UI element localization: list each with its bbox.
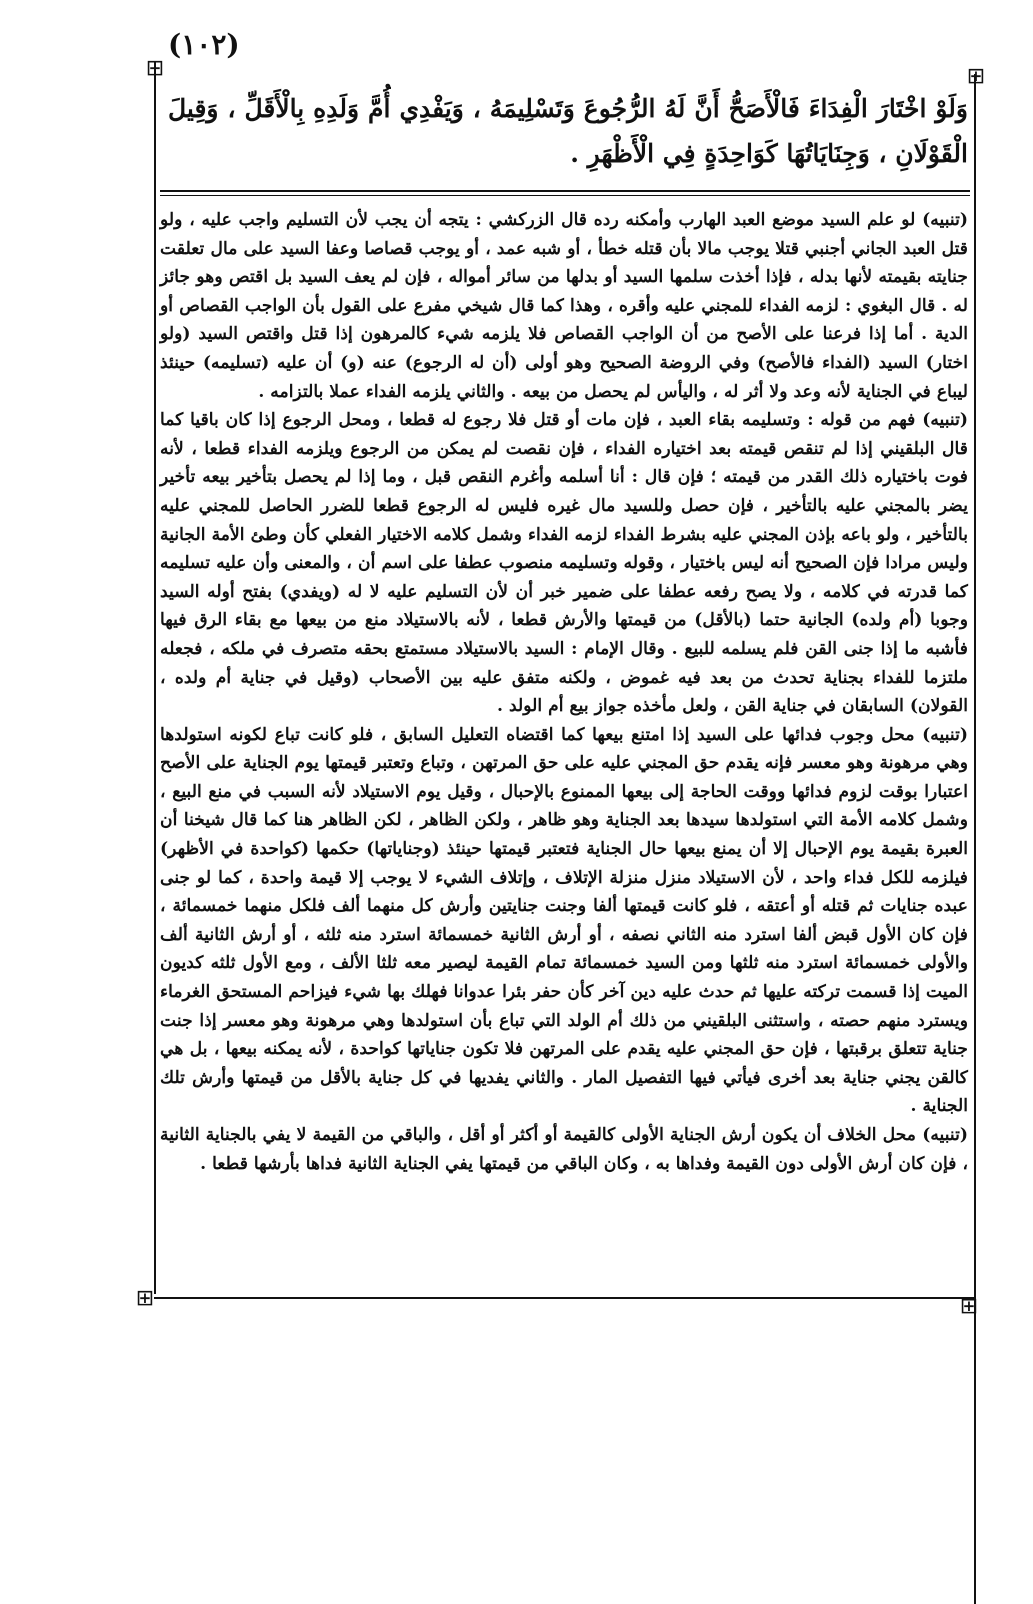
section-divider-thin bbox=[160, 195, 970, 196]
note-label: (تنبيه) bbox=[922, 210, 968, 230]
note-text: لو علم السيد موضع العبد الهارب وأمكنه رده قال الزركشي : يتجه أن يجب لأن التسليم واجب عليه ، ولو قتل العبد الجاني أجنبي قتلا يوجب مالا بأن قتله خطأ ، أو شبه عمد ، أو يوجب قصاصا وعفا السيد على مال تعلقت جنايته بقيمته لأنها بدله ، فإذا أخذت سلمها السيد أو بدلها من سائر أمواله ، فإن لم يعف السيد بل اقتص وهو جائز له . قال البغوي : لزمه الفداء للمجني عليه وأقره ، وهذا كما قال شيخي مفرع على القول بأن الواجب القصاص أو الدية . أما إذا فرعنا على الأصح من أن الواجب القصاص فلا يلزمه شيء كالمرهون إذا قتل واقتص السيد (ولو اختار) السيد (الفداء فالأصح) وفي الروضة الصحيح وهو أولى (أن له الرجوع) عنه (و) أن عليه (تسليمه) حينئذ ليباع في الجناية لأنه وعد ولا أثر له ، واليأس لم يحصل من بيعه . والثاني يلزمه الفداء عملا بالتزامه . bbox=[160, 210, 968, 402]
note-label: (تنبيه) bbox=[922, 410, 969, 431]
commentary-note-2 bbox=[160, 406, 968, 721]
frame-right-line bbox=[974, 74, 976, 1604]
section-divider bbox=[160, 190, 970, 192]
ornament-top-left-icon: ⊞ bbox=[145, 56, 165, 81]
note-text: فهم من قوله : وتسليمه بقاء العبد ، فإن مات أو قتل فلا رجوع له قطعا ، ومحل الرجوع إذا كان باقيا كما قال البلقيني إذا لم تنقص قيمته بعد اختياره الفداء ، فإن نقصت لم يمكن من الرجوع ويلزمه الفداء قطعا ، لأنه فوت باختياره ذلك القدر من قيمته ؛ فإن قال : أنا أسلمه وأغرم النقص قبل ، وما إذا لم يحصل بتأخير بيعه تأخير يضر بالمجني عليه بالتأخير ، فإن حصل وللسيد مال غيره فليس له الرجوع قطعا للضرر الحاصل للمجني عليه بالتأخير ، ولو باعه بإذن المجني عليه بشرط الفداء لزمه الفداء وشمل كلامه الاختيار الفعلي كأن وطئ الأمة الجانية وليس مرادا فإن الصحيح أنه ليس باختيار ، وقوله وتسليمه منصوب عطفا على اسم أن ، والمعنى وأن عليه تسليمه كما قدرته في كلامه ، ولا يصح رفعه عطفا على ضمير خبر أن لأن التسليم عليه لا له (ويفدي) بفتح أوله السيد وجوبا (أم ولده) الجانية حتما (بالأقل) من قيمتها والأرش قطعا ، لأنه بالاستيلاد منع من بيعها مع بقاء الرق فيها فأشبه ما إذا جنى القن فلم يسلمه للبيع . وقال الإمام : السيد بالاستيلاد مستمتع بحقه متصرف في ملكه ، فجعله ملتزما للفداء بجناية تحدث من بعد فيه غموض ، ولكنه متفق عليه بين الأصحاب (وقيل في جناية أم ولده ، القولان) السابقان في جناية القن ، ولعل مأخذه جواز بيع أم الولد . bbox=[160, 410, 968, 717]
page-number: (١٠٢) bbox=[168, 28, 240, 61]
note-label: (تنبيه) bbox=[922, 724, 968, 745]
frame-bottom-line bbox=[154, 1297, 974, 1299]
commentary-note-1 bbox=[160, 206, 968, 406]
note-text: محل وجوب فدائها على السيد إذا امتنع بيعها كما اقتضاه التعليل السابق ، فلو كانت تباع لكونه استولدها وهي مرهونة وهو معسر فإنه يقدم حق المجني عليه على حق المرتهن ، وتباع وتعتبر قيمتها يوم الجناية على الأصح اعتبارا بوقت لزوم فدائها ووقت الحاجة إلى بيعها الممنوع بالإحبال ، وقيل يوم الاستيلاد لأنه السبب في منع البيع ، وشمل كلامه الأمة التي استولدها سيدها بعد الجناية وهو ظاهر ، ولكن الظاهر ، لكن الظاهر هنا كما قال شيخنا أن العبرة بقيمة يوم الإحبال إلا أن يمنع بيعها حال الجناية فتعتبر قيمتها حينئذ (وجناياتها) حكمها (كواحدة في الأظهر) فيلزمه للكل فداء واحد ، لأن الاستيلاد منزل منزلة الإتلاف ، وإتلاف الشيء لا يوجب إلا قيمة واحدة ، كما لو جنى عبده جنايات ثم قتله أو أعتقه ، فلو كانت قيمتها ألفا وجنت جنايتين وأرش كل منهما ألف فلكل منهما خمسمائة ، فإن كان الأول قبض ألفا استرد منه الثاني نصفه ، أو أرش الثانية خمسمائة استرد منه ثلثه ، أو أرش الثانية ألف والأولى خمسمائة استرد منه ثلثها ومن السيد خمسمائة تمام القيمة ليصير معه ثلثا الألف ، ومع الأول ثلثه كديون الميت إذا قسمت تركته عليها ثم حدث عليه دين آخر كأن حفر بئرا عدوانا فهلك بها شيء فيزاحم المستحق الغرماء ويسترد منهم حصته ، واستثنى البلقيني من ذلك أم الولد التي تباع بأن استولدها وهي مرهونة وهو معسر إذا جنت جناية تتعلق برقبتها ، فإن حق المجني عليه يقدم على المرتهن فلا تكون جناياتها كواحدة ، لأنه يمكنه بيعها ، بل هي كالقن يجني جناية بعد أخرى فيأتي فيها التفصيل المار . والثاني يفديها في كل جناية بالأقل من قيمتها وأرش تلك الجناية . bbox=[160, 724, 968, 1117]
main-text-paragraph: وَلَوْ اخْتَارَ الْفِدَاءَ فَالْأَصَحُّ أَنَّ لَهُ الرُّجُوعَ وَتَسْلِيمَهُ ، وَيَفْدِي أُمَّ وَلَدِهِ بِالْأَقَلِّ ، وَقِيلَ الْقَوْلَانِ ، وَجِنَايَاتُهَا كَوَاحِدَةٍ فِي الْأَظْهَرِ . bbox=[168, 94, 968, 168]
commentary-note-3 bbox=[160, 721, 968, 1121]
commentary-note-4 bbox=[160, 1121, 968, 1178]
note-text: محل الخلاف أن يكون أرش الجناية الأولى كالقيمة أو أكثر أو أقل ، والباقي من القيمة لا يفي بالجناية الثانية ، فإن كان أرش الأولى دون القيمة وفداها به ، وكان الباقي من قيمتها يفي الجناية الثانية فداها بأرشها قطعا . bbox=[160, 1125, 968, 1174]
commentary bbox=[160, 206, 968, 1178]
ornament-top-right-icon: ⊞ bbox=[966, 64, 986, 89]
frame-left-line bbox=[154, 62, 156, 1294]
ornament-bottom-left-icon: ⊞ bbox=[135, 1286, 155, 1311]
main-text bbox=[168, 86, 968, 176]
note-label: (تنبيه) bbox=[922, 1125, 969, 1145]
ornament-bottom-right-icon: ⊞ bbox=[959, 1294, 979, 1319]
